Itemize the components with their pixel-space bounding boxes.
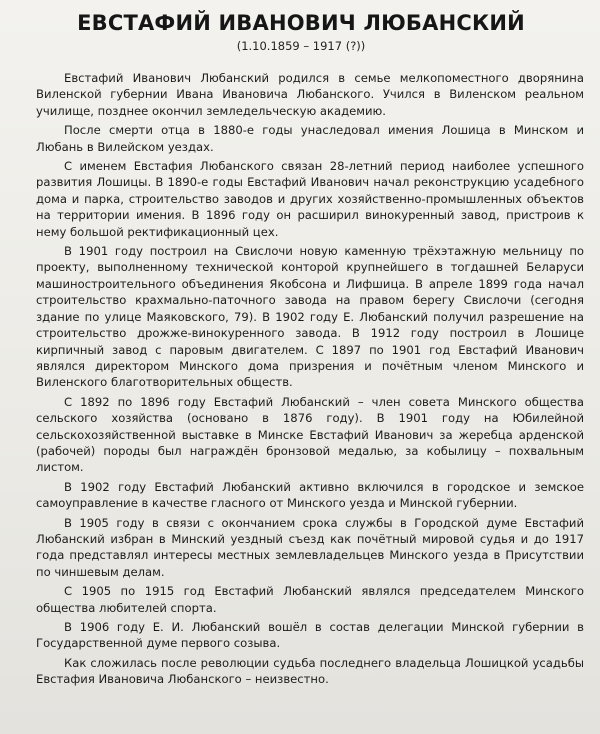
paragraph-development: С именем Евстафия Любанского связан 28-летний период наиболее успешного развития Лошицы. В 1890-е годы Евстафий Иванович начал реконструкцию усадебного дома и парка, строительство заводов и других хозяйственно-промышленных объектов на территории имения. В 1896 году он расширил винокуренный завод, пристроив к нему большой ректификационный цех. — [36, 159, 584, 239]
paragraph-duma: В 1906 году Е. И. Любанский вошёл в состав делегации Минской губернии в Государственной думе первого созыва. — [36, 620, 584, 651]
biography-text — [16, 70, 586, 688]
paragraph-origin: Евстафий Иванович Любанский родился в семье мелкопоместного дворянина Виленской губернии Ивана Ивановича Любанского. Учился в Виленском реальном училище, позднее окончил земледельческую академию. — [36, 71, 584, 118]
paragraph-agriculture: С 1892 по 1896 году Евстафий Любанский – член совета Минского общества сельского хозяйства (основано в 1876 году). В 1901 году на Юбилейной сельскохозяйственной выставке в Минске Евстафий Иванович за жеребца арденской (рабочей) породы был награждён бронзовой медалью, за кобылицу – похвальным листом. — [36, 394, 584, 475]
page-title: ЕВСТАФИЙ ИВАНОВИЧ ЛЮБАНСКИЙ — [77, 11, 525, 35]
paragraph-self-government: В 1902 году Евстафий Любанский активно включился в городское и земское самоуправление в качестве гласного от Минского уезда и Минской губернии. — [36, 479, 584, 511]
paragraph-fate: Как сложилась после революции судьба последнего владельца Лошицкой усадьбы Евстафия Ивановича Любанского – неизвестно. — [36, 655, 584, 687]
paragraph-judge: В 1905 году в связи с окончанием срока службы в Городской думе Евстафий Любанский избран в Минский уездный съезд как почётный мировой судья и до 1917 года представлял интересы местных землевладельцев Минского уезда в Присутствии по чиншевым делам. — [36, 515, 584, 579]
paragraph-industry: В 1901 году построил на Свислочи новую каменную трёхэтажную мельницу по проекту, выполненному технической конторой крупнейшего в тогдашней Беларуси машиностроительного объединения Якобсона и Лифшица. В апреле 1899 года начал строительство крахмально-паточного завода на правом берегу Свислочи (сегодня здание по улице Маяковского, 79). В 1902 году Е. Любанский получил разрешение на строительство дрожже-винокуренного завода. В 1912 году построил в Лошице кирпичный завод с паровым двигателем. С 1897 по 1901 год Евстафий Иванович являлся директором Минского дома призрения и почётным членом Минского и Виленского благотворительных обществ. — [36, 244, 584, 390]
paragraph-sport: С 1905 по 1915 год Евстафий Любанский являлся председателем Минского общества любителей спорта. — [36, 584, 584, 615]
paragraph-inheritance: После смерти отца в 1880-е годы унаследовал имения Лошица в Минском и Любань в Вилейском уездах. — [36, 123, 584, 154]
life-dates: (1.10.1859 – 1917 (?)) — [236, 39, 366, 53]
